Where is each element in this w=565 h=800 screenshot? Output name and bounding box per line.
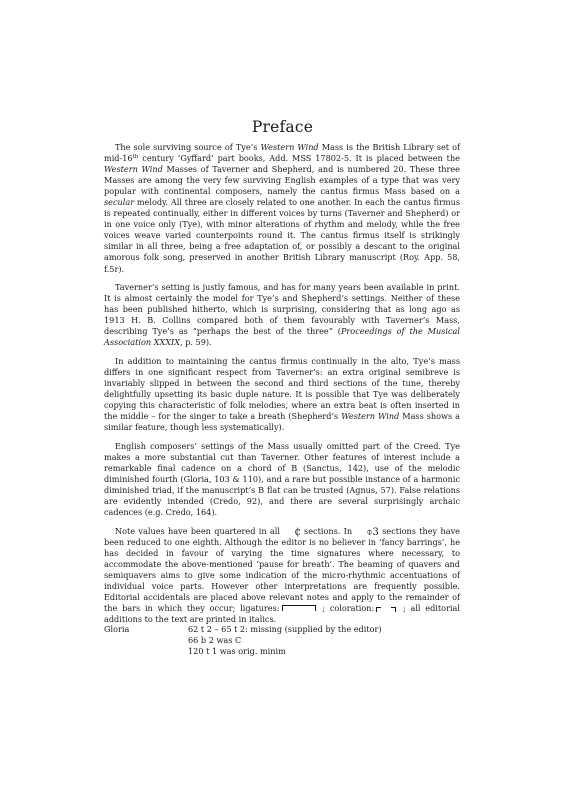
- italic-run: Western Wind: [341, 411, 400, 422]
- paragraph-5: Note values have been quartered in all ₵ sections. In ⌽3 sections they have been reduced to one eighth. Although the editor is no believer in ‘fancy barrings’, he has decided in favour of varying the time signatures where necessary, to accommodate the above-mentioned ‘pause for breath’. The beaming of quavers and semiquavers aims to give some indication of the micro-rhythmic accentuations of individual voice parts. However other interpretations are frequently possible. Editorial accidentals are placed above relevant notes and apply to the remainder of the bars in which they occur; ligatures: ; coloration: ; all editorial additions to the text are printed in italics.: [104, 525, 460, 625]
- text-run: English composers’ settings of the Mass usually omitted part of the Creed. Tye makes a more substantial cut than Taverner. Other features of interest include a remarkable final cadence on a chord of B (Sanctus, 142), use of the melodic diminished fourth (Gloria, 103 & 110), and a rare but possible instance of a harmonic diminished triad, if the manuscript’s B flat can be trusted (Agnus, 57). False relations are evidently intended (Credo, 92), and there are several surprisingly archaic cadences (e.g. Credo, 164).: [104, 440, 460, 518]
- text-run: sections. In: [300, 525, 356, 536]
- italic-run: Western Wind: [104, 164, 163, 175]
- text-run: Note values have been quartered in all: [115, 525, 284, 536]
- page-title: Preface: [251, 118, 314, 136]
- text-run: ; coloration:: [317, 603, 375, 614]
- text-run: melody. All three are closely related to one another. In each the cantus firmus is repeated continually, either in different voices by turns (Taverner and Shepherd) or in one voice only (Tye), with minor alterations of rhythm and melody, while the free voices weave varied counterpoints round it. The cantus firmus itself is strikingly similar in all three, being a free adaptation of, or possibly a descant to the original amorous folk song, preserved in another British Library manuscript (Roy. App. 58, f.5r).: [104, 197, 460, 274]
- text-run: Taverner’s setting is justly famous, and has for many years been available in print. It is almost certainly the model for Tye’s and Shepherd’s settings. Neither of these has been published hitherto, which is surprising, considering that as long ago as 1913 H. B. Collins compared both of them favourably with Taverner’s Mass, describing Tye’s as “perhaps the best of the three” (: [104, 282, 460, 337]
- text-run: Mass shows a similar feature, though less systematically).: [104, 411, 460, 433]
- text-run: In addition to maintaining the cantus firmus continually in the alto, Tye’s mass differs in one significant respect from Taverner’s: an extra original semibreve is invariably slipped in between the second and third sections of the tune, thereby delightfully upsetting its basic duple nature. It is possible that Tye was deliberately copying this characteristic of folk melodies, where an extra beat is often inserted in the middle – for the singer to take a breath (Shepherd’s: [104, 356, 460, 422]
- text-run: Mass is the British Library set of mid-16: [104, 142, 460, 164]
- superscript: th: [132, 154, 139, 161]
- text-run: sections they have been reduced to one eighth. Although the editor is no believer in ‘fancy barrings’, he has decided in favour of varying the time signatures where necessary, to accommodate the above-mentioned ‘pause for breath’. The beaming of quavers and semiquavers aims to give some indication of the micro-rhythmic accentuations of individual voice parts. However other interpretations are frequently possible. Editorial accidentals are placed above relevant notes and apply to the remainder of the bars in which they occur; ligatures:: [104, 525, 460, 614]
- notes-section-label: Gloria: [104, 624, 130, 634]
- italic-run: Western Wind: [260, 142, 319, 152]
- preface-body: [104, 142, 460, 633]
- text-run: ; all editorial additions to the text are printed in italics.: [104, 603, 460, 625]
- paragraph-3: [104, 356, 460, 433]
- italic-run: Proceedings of the Musical Association XXXIX: [104, 326, 460, 348]
- note-line: 62 t 2 – 65 t 2: missing (supplied by the editor): [188, 624, 382, 634]
- note-line: 66 b 2 was C: [188, 635, 242, 646]
- paragraph-1: [104, 142, 460, 275]
- notes-list: [188, 624, 382, 658]
- paragraph-2: [104, 282, 460, 348]
- text-run: century ‘Gyffard’ part books, Add. MSS 17802-5. It is placed between the: [138, 153, 460, 164]
- text-run: , p. 59).: [180, 337, 212, 348]
- coloration-bracket-icon: [376, 607, 396, 611]
- text-run: Masses of Taverner and Shepherd, and is numbered 20. These three Masses are among the very few surviving English examples of a type that was very popular with continental composers, namely the cantus firmus Mass based on a: [104, 164, 460, 197]
- italic-run: secular: [104, 197, 135, 208]
- paragraph-4: [104, 441, 460, 518]
- text-run: The sole surviving source of Tye’s: [115, 142, 261, 152]
- note-line: 120 t 1 was orig. minim: [188, 646, 286, 657]
- ligature-bracket-icon: [282, 605, 316, 611]
